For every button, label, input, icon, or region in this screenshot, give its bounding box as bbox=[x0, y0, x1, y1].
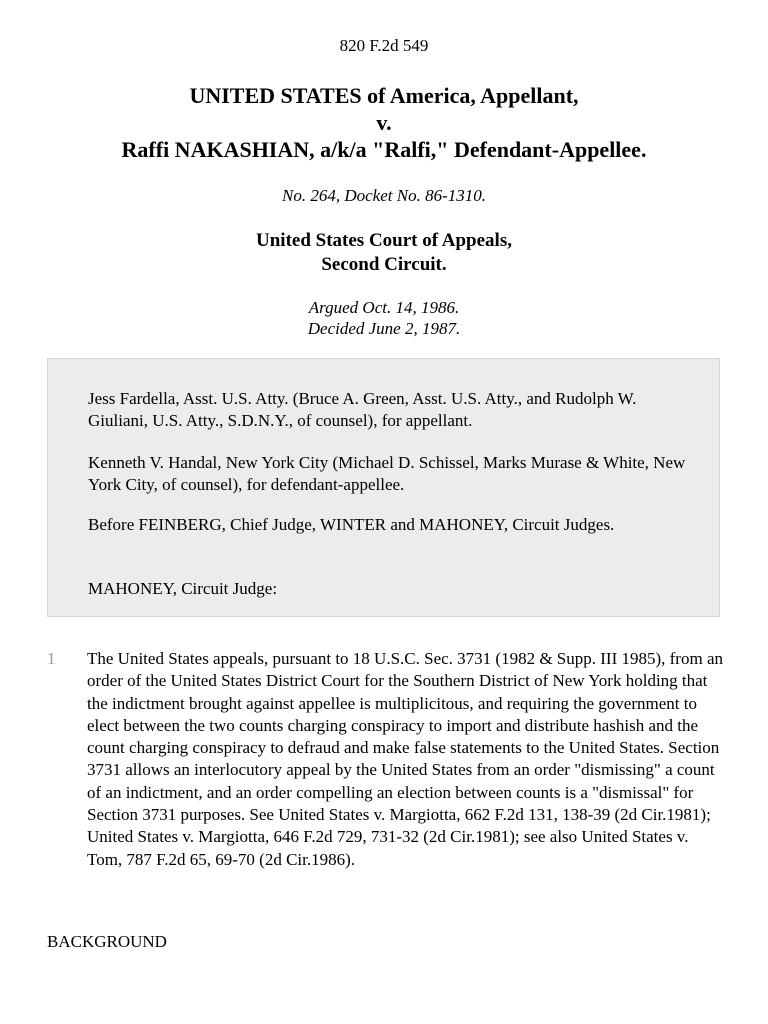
section-heading: BACKGROUND bbox=[47, 932, 167, 951]
judges-panel: Before FEINBERG, Chief Judge, WINTER and MAHONEY, Circuit Judges. bbox=[88, 515, 615, 534]
counsel-appellee: Kenneth V. Handal, New York City (Michael D. Schissel, Marks Murase & White, New York City, of counsel), for defendant-appellee. bbox=[88, 453, 686, 494]
case-title-versus: v. bbox=[376, 110, 392, 135]
paragraph-number: 1 bbox=[47, 649, 56, 668]
paragraph-text: The United States appeals, pursuant to 18 U.S.C. Sec. 3731 (1982 & Supp. III 1985), from an order of the United States District Court for the Southern District of New York holding that the indictment brought against appellee is multiplicitous, and requiring the government to elect between the two counts charging conspiracy to import and distribute hashish and the count charging conspiracy to defraud and make false statements to the United States. Section 3731 allows an interlocutory appeal by the United States from an order "dismissing" a count of an indictment, and an order compelling an election between counts is a "dismissal" for Section 3731 purposes. See United States v. Margiotta, 662 F.2d 131, 138-39 (2d Cir.1981); United States v. Margiotta, 646 F.2d 729, 731-32 (2d Cir.1981); see also United States v. Tom, 787 F.2d 65, 69-70 (2d Cir.1986). bbox=[87, 649, 723, 869]
counsel-panel bbox=[47, 358, 720, 617]
court-name-line2: Second Circuit. bbox=[321, 254, 447, 275]
case-dates bbox=[0, 297, 768, 339]
opinion-author: MAHONEY, Circuit Judge: bbox=[88, 579, 278, 598]
court-name bbox=[0, 229, 768, 277]
docket-number: No. 264, Docket No. 86-1310. bbox=[282, 186, 486, 205]
case-title-appellant: UNITED STATES of America, Appellant, bbox=[189, 83, 579, 108]
case-citation: 820 F.2d 549 bbox=[339, 36, 429, 55]
counsel-appellant: Jess Fardella, Asst. U.S. Atty. (Bruce A. Green, Asst. U.S. Atty., and Rudolph W. Giuliani, U.S. Atty., S.D.N.Y., of counsel), for appellant. bbox=[88, 389, 637, 430]
case-title-appellee: Raffi NAKASHIAN, a/k/a "Ralfi," Defendant-Appellee. bbox=[121, 137, 647, 162]
argued-date: Argued Oct. 14, 1986. bbox=[308, 298, 460, 317]
court-name-line1: United States Court of Appeals, bbox=[256, 230, 512, 251]
case-title bbox=[0, 82, 768, 163]
decided-date: Decided June 2, 1987. bbox=[307, 319, 461, 338]
